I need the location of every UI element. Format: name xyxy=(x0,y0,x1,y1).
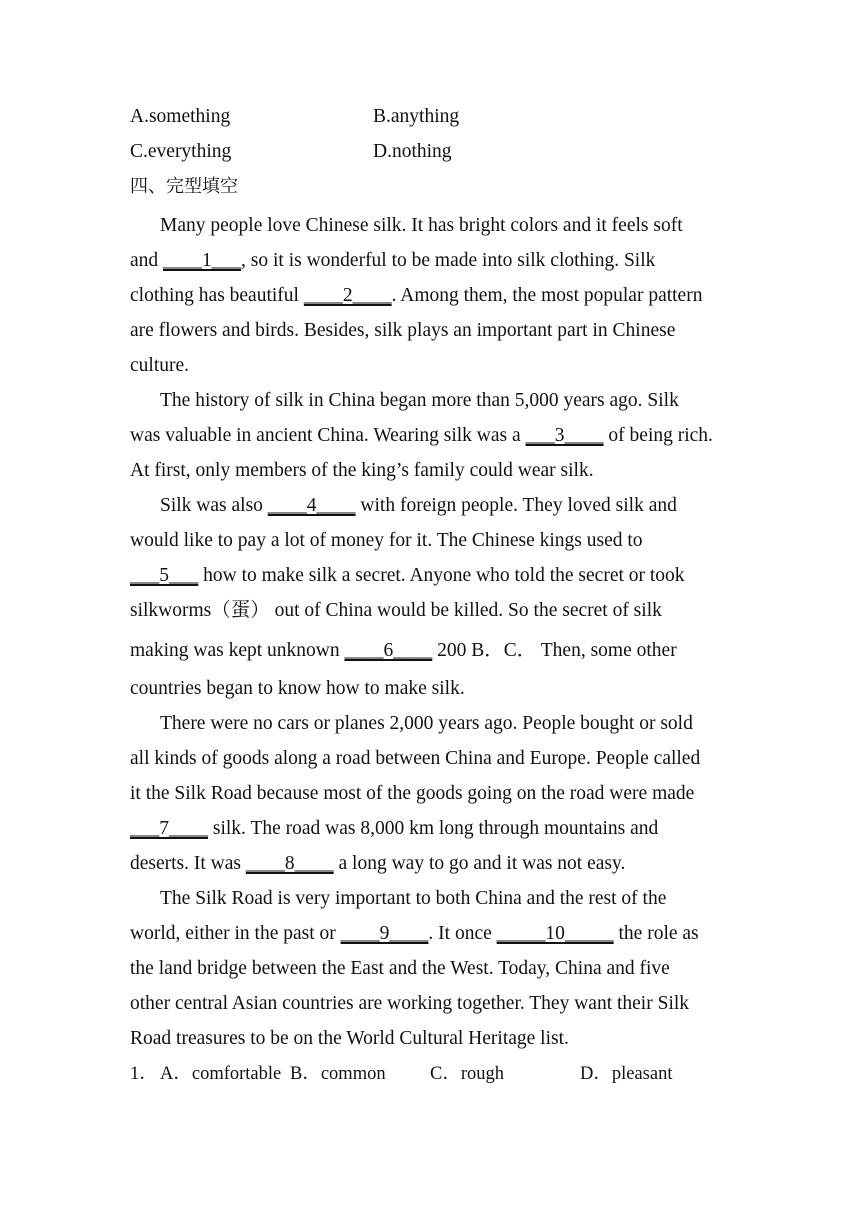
prev-option-c: C.everything xyxy=(130,141,232,162)
blank-4: ____4____ xyxy=(267,495,356,516)
passage-line: clothing has beautiful ____2____. Among them, the most popular pattern xyxy=(130,285,703,306)
question-1-option-d: D．pleasant xyxy=(580,1064,673,1084)
blank-8: ____8____ xyxy=(245,853,334,874)
passage-line: The Silk Road is very important to both China and the rest of the xyxy=(160,888,667,909)
passage-line: culture. xyxy=(130,355,190,376)
blank-1: ____1___ xyxy=(163,250,242,271)
passage-line: ___5___ how to make silk a secret. Anyone who told the secret or took xyxy=(130,565,685,586)
passage-line: There were no cars or planes 2,000 years ago. People bought or sold xyxy=(160,713,693,734)
blank-10: _____10_____ xyxy=(496,923,614,944)
passage-line: other central Asian countries are working together. They want their Silk xyxy=(130,993,690,1014)
passage-line: all kinds of goods along a road between China and Europe. People called xyxy=(130,748,701,769)
prev-option-b: B.anything xyxy=(373,106,460,127)
question-1-option-a: A．comfortable xyxy=(160,1064,282,1084)
blank-5: ___5___ xyxy=(130,565,199,586)
passage-line: Silk was also ____4____ with foreign people. They loved silk and xyxy=(160,495,677,516)
passage-line: Road treasures to be on the World Cultural Heritage list. xyxy=(130,1028,569,1049)
passage-line: and ____1___, so it is wonderful to be made into silk clothing. Silk xyxy=(130,250,656,271)
blank-7: ___7____ xyxy=(130,818,208,839)
passage-line: Many people love Chinese silk. It has bright colors and it feels soft xyxy=(160,215,683,236)
section-heading: 四、完型填空 xyxy=(130,176,238,197)
blank-2: ____2____ xyxy=(303,285,392,306)
passage-line: would like to pay a lot of money for it. The Chinese kings used to xyxy=(130,530,643,551)
passage-line: was valuable in ancient China. Wearing silk was a ___3____ of being rich. xyxy=(130,425,713,446)
question-1-option-b: B．common xyxy=(290,1064,386,1084)
question-1-number: 1． xyxy=(130,1064,158,1084)
passage-line: countries began to know how to make silk. xyxy=(130,678,465,699)
passage-line: making was kept unknown ____6____ 200 B．C． Then, some other xyxy=(130,640,677,661)
blank-6: ____6____ xyxy=(344,640,433,661)
passage-line: the land bridge between the East and the West. Today, China and five xyxy=(130,958,670,979)
passage-line: At first, only members of the king’s family could wear silk. xyxy=(130,460,594,481)
passage-line: The history of silk in China began more than 5,000 years ago. Silk xyxy=(160,390,679,411)
passage-line: it the Silk Road because most of the goods going on the road were made xyxy=(130,783,695,804)
passage-line: are flowers and birds. Besides, silk plays an important part in Chinese xyxy=(130,320,676,341)
passage-line: deserts. It was ____8____ a long way to go and it was not easy. xyxy=(130,853,626,874)
passage-line: world, either in the past or ____9____. It once _____10_____ the role as xyxy=(130,923,699,944)
passage-line: silkworms（蛋） out of China would be killed. So the secret of silk xyxy=(130,600,662,621)
prev-option-a: A.something xyxy=(130,106,231,127)
blank-9: ____9____ xyxy=(340,923,429,944)
prev-option-d: D.nothing xyxy=(373,141,452,162)
question-1-option-c: C．rough xyxy=(430,1064,505,1084)
passage-line: ___7____ silk. The road was 8,000 km long through mountains and xyxy=(130,818,659,839)
blank-3: ___3____ xyxy=(525,425,604,446)
